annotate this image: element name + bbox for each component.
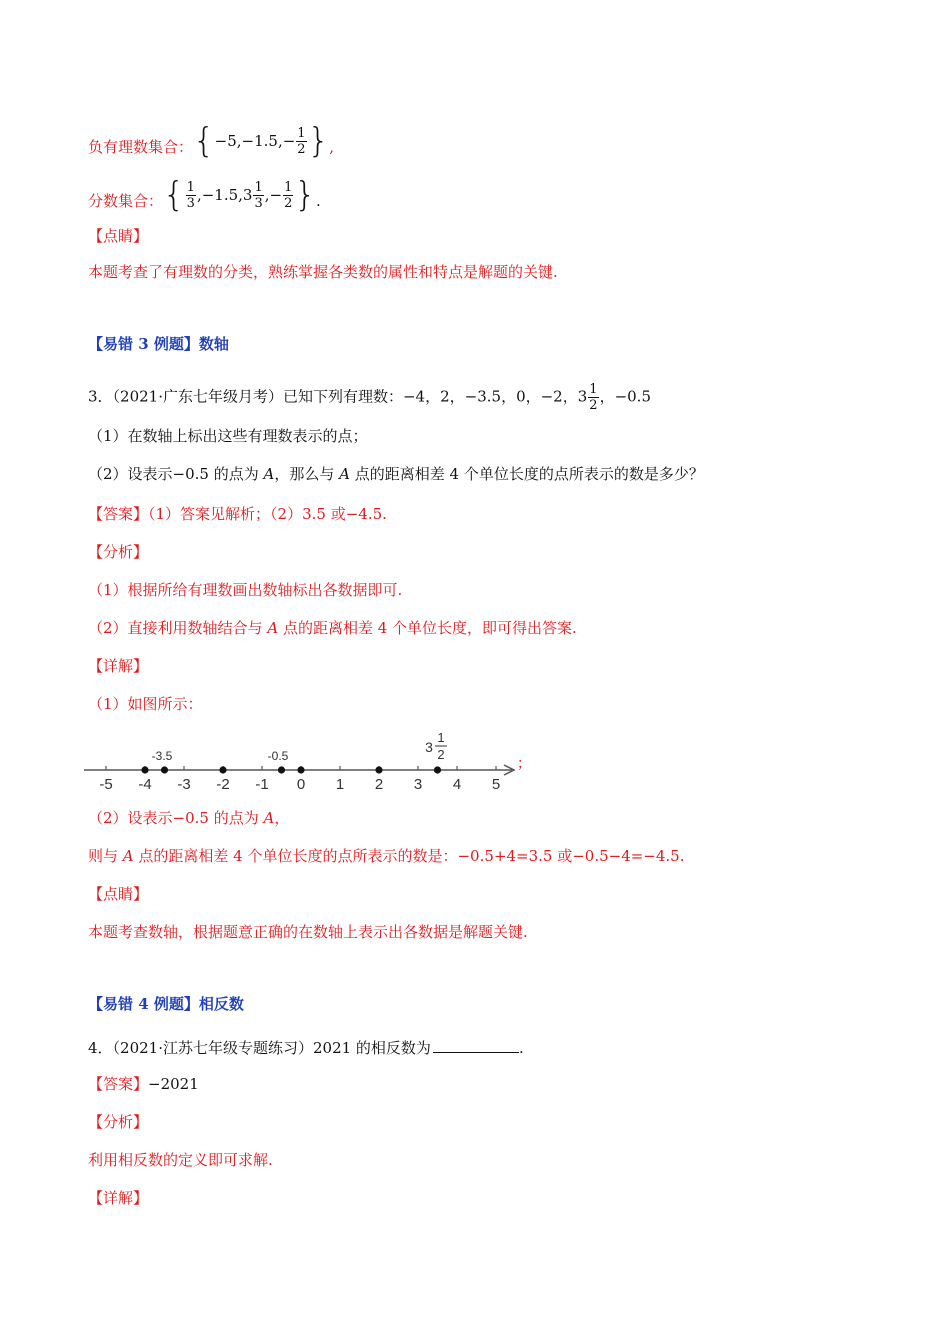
heading-title: 相反数 bbox=[198, 995, 244, 1013]
fraction-set-line bbox=[88, 175, 321, 215]
number-point bbox=[278, 766, 285, 773]
tick-label: 4 bbox=[452, 776, 462, 793]
section3-heading bbox=[88, 334, 229, 354]
fraction: $\frac{1}{2}$ bbox=[297, 125, 306, 157]
fenxi-label: 【分析】 bbox=[88, 543, 149, 561]
fraction: $\frac{1}{2}$ bbox=[589, 382, 598, 413]
left-brace: { bbox=[193, 121, 215, 161]
label-neg-0-5: -0.5 bbox=[267, 749, 289, 763]
tick-label: -2 bbox=[216, 776, 230, 793]
right-brace: } bbox=[307, 121, 330, 161]
answer-text: （1）答案见解析；（2）3.5 或−4.5. bbox=[148, 505, 387, 523]
question-number: 3． bbox=[88, 387, 113, 406]
numline-semicolon: ； bbox=[517, 755, 531, 771]
neg-rational-set bbox=[193, 121, 330, 161]
fraction: $\frac{1}{3}$ bbox=[186, 179, 195, 211]
heading-title: 数轴 bbox=[198, 335, 229, 353]
question-tail: ，−0.5 bbox=[599, 387, 651, 406]
dianjing-label: 【点睛】 bbox=[88, 227, 149, 245]
fenxi-1: （1）根据所给有理数画出数轴标出各数据即可. bbox=[88, 581, 403, 599]
dianjing-text: 本题考查了有理数的分类，熟练掌握各类数的属性和特点是解题的关键. bbox=[88, 263, 558, 281]
number-point bbox=[219, 766, 226, 773]
question-3 bbox=[88, 382, 651, 413]
number-line-figure bbox=[84, 728, 544, 794]
tick-label: 2 bbox=[374, 776, 384, 793]
tick-label: 3 bbox=[413, 776, 423, 793]
xiangjie-2: （2）设表示−0.5 的点为 A， bbox=[88, 809, 290, 827]
answer-line-4 bbox=[88, 1074, 199, 1094]
answer-blank bbox=[433, 1038, 519, 1053]
question-text: 4．（2021·江苏七年级专题练习）2021 的相反数为 bbox=[88, 1039, 431, 1057]
tick-label: -1 bbox=[255, 776, 269, 793]
label-3-half-whole: 3 bbox=[425, 739, 433, 755]
question-3-part1: （1）在数轴上标出这些有理数表示的点； bbox=[88, 427, 368, 445]
fraction-set-label: 分数集合： bbox=[88, 192, 164, 210]
label-3-half-num: 1 bbox=[437, 730, 445, 745]
right-brace: } bbox=[294, 175, 316, 215]
question-3-part2: （2）设表示−0.5 的点为 A，那么与 A 点的距离相差 4 个单位长度的点所表示的数是多少？ bbox=[88, 465, 704, 483]
xiangjie-label: 【详解】 bbox=[88, 657, 149, 675]
number-point bbox=[434, 766, 441, 773]
xiangjie-3: 则与 A 点的距离相差 4 个单位长度的点所表示的数是：−0.5+4=3.5 或−0.5−4=−4.5. bbox=[88, 847, 685, 865]
tick-label: 0 bbox=[296, 776, 306, 793]
dianjing-label-3: 【点睛】 bbox=[88, 885, 149, 903]
neg-rational-set-line bbox=[88, 121, 334, 161]
set-items: −5,−1.5,− bbox=[214, 132, 296, 150]
answer-line bbox=[88, 504, 387, 524]
number-point bbox=[375, 766, 382, 773]
neg-rational-label: 负有理数集合： bbox=[88, 138, 194, 156]
fraction: $\frac{1}{3}$ bbox=[254, 179, 263, 211]
tick-label: -5 bbox=[99, 776, 113, 793]
fenxi-label-4: 【分析】 bbox=[88, 1113, 149, 1131]
question-text: （2021·广东七年级月考）已知下列有理数：−4，2，−3.5，0，−2，3 bbox=[112, 387, 588, 406]
left-brace: { bbox=[163, 175, 185, 215]
tick-label: 1 bbox=[335, 776, 345, 793]
fenxi-text-4: 利用相反数的定义即可求解. bbox=[88, 1151, 273, 1169]
number-point bbox=[297, 766, 304, 773]
fraction: $\frac{1}{2}$ bbox=[284, 179, 293, 211]
fenxi-2: （2）直接利用数轴结合与 A 点的距离相差 4 个单位长度，即可得出答案. bbox=[88, 619, 577, 637]
label-neg-3-5: -3.5 bbox=[151, 749, 173, 763]
answer-label: 【答案】 bbox=[88, 505, 149, 523]
tick-label: 5 bbox=[491, 776, 501, 793]
question-4: 4．（2021·江苏七年级专题练习）2021 的相反数为 . bbox=[88, 1039, 524, 1057]
suffix: , bbox=[329, 138, 334, 156]
number-point bbox=[161, 766, 168, 773]
set-items: ,− bbox=[264, 186, 283, 204]
xiangjie-1: （1）如图所示： bbox=[88, 695, 203, 713]
fraction-set bbox=[163, 175, 316, 215]
label-3-half-den: 2 bbox=[437, 747, 445, 762]
tick-label: -4 bbox=[138, 776, 152, 793]
section4-heading bbox=[88, 994, 244, 1014]
number-point bbox=[141, 766, 148, 773]
set-items: ,−1.5,3 bbox=[196, 186, 253, 204]
heading-bracket: 【易错 3 例题】 bbox=[88, 335, 199, 353]
xiangjie-label-4: 【详解】 bbox=[88, 1189, 149, 1207]
heading-bracket: 【易错 4 例题】 bbox=[88, 995, 199, 1013]
answer-label: 【答案】 bbox=[88, 1075, 149, 1093]
dianjing-text-3: 本题考查数轴，根据题意正确的在数轴上表示出各数据是解题关键. bbox=[88, 923, 528, 941]
tick-label: -3 bbox=[177, 776, 191, 793]
suffix: . bbox=[316, 192, 321, 210]
answer-text: −2021 bbox=[148, 1075, 199, 1093]
